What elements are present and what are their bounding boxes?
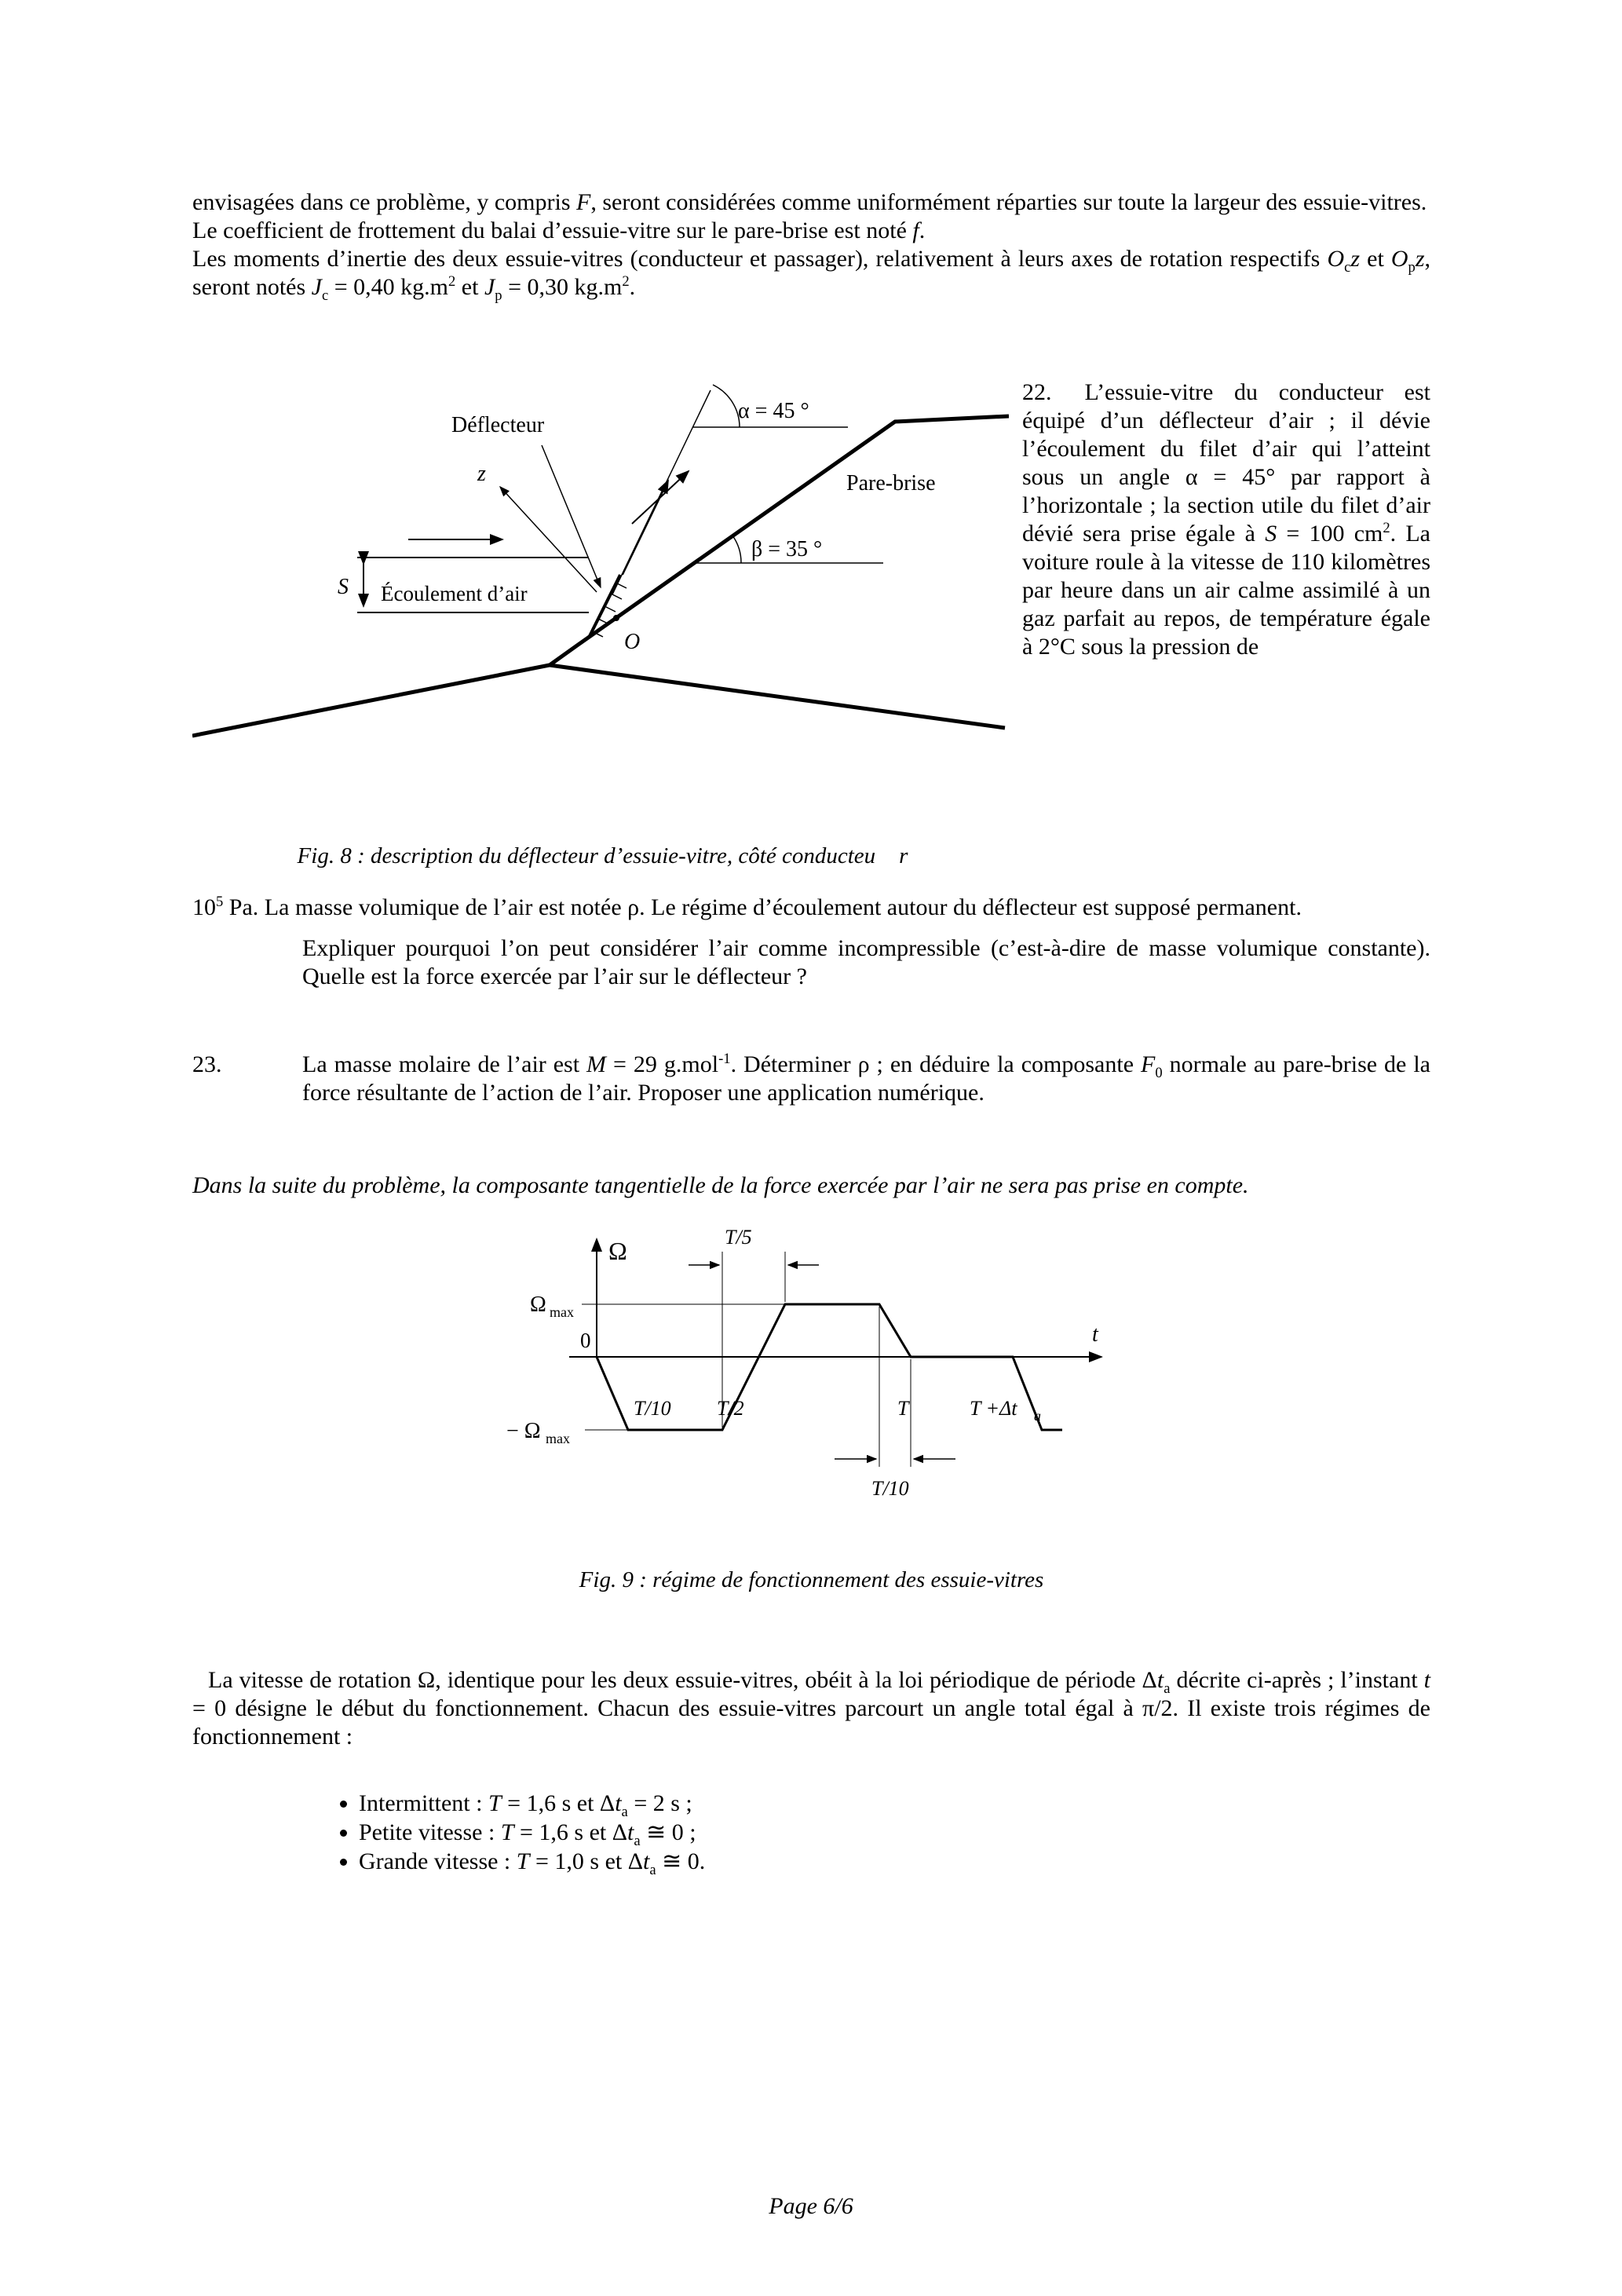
windshield-flow-arrow (632, 471, 689, 524)
fig8-label-z-axis: z (477, 462, 486, 486)
fig9-tick-t-plus-dta: T +Δt (970, 1397, 1017, 1420)
wiper-pivot-point (613, 615, 619, 621)
fig9-tick-t-plus-dta-sub: a (1034, 1408, 1041, 1424)
question-22-text: Expliquer pourquoi l’on peut considérer l’air comme incompressible (c’est-à-dire de masse volumique constante). Quelle est la force exercée par l’air sur le déflecteur ? (302, 935, 1430, 989)
deflector-leader-arrow (542, 445, 601, 587)
item-22-text: L’essuie-vitre du conducteur est équipé d’un déflecteur d’air ; il dévie l’écoulement du filet d’air qui l’atteint sous un angle α = 45° par rapport à l’horizontale ; la section utile du filet d’air dévié sera prise égale à S = 100 $cm^2$. La voiture roule à la vitesse de 110 kilomètres par heure dans un air calme assimilé à un gaz parfait au repos, de température égale à 2°C sous la pression de (1022, 379, 1430, 660)
paragraph-friction: Le coefficient de frottement du balai d’essuie-vitre sur le pare-brise est noté f. (192, 218, 926, 243)
figure9-block (428, 1222, 1213, 1520)
paragraph-transition-italic: Dans la suite du problème, la composante tangentielle de la force exercée par l’air ne sera pas prise en compte. (192, 1172, 1249, 1198)
fig9-label-t5: T/5 (725, 1226, 752, 1249)
fig9-ylabel-omega: Ω (608, 1237, 627, 1265)
fig9-origin-zero: 0 (580, 1329, 591, 1352)
figure8-caption-tail: r (899, 843, 908, 868)
page-number: Page 6/6 (769, 2193, 853, 2219)
paragraph-pressure-continuation: $10^5$ Pa. La masse volumique de l’air est notée ρ. Le régime d’écoulement autour du déflecteur est supposé permanent. (192, 894, 1302, 920)
lower-hood-line (550, 665, 1005, 728)
fig9-chart (428, 1222, 1213, 1520)
figure9-caption: Fig. 9 : régime de fonctionnement des essuie-vitres (579, 1567, 1044, 1592)
deflected-flow-arrow (623, 481, 668, 575)
page-content (192, 188, 1430, 1876)
fig9-tick-T: T (897, 1397, 909, 1420)
paragraph-intro: envisagées dans ce problème, y compris F, seront considérées comme uniformément réparties sur toute la largeur des essuie-vitres. (192, 189, 1427, 215)
fig9-tick-t10: T/10 (634, 1397, 671, 1420)
list-item-grande-vitesse: • Grande vitesse : T = 1,0 s et $\Delta t_a$ ≅ 0. (359, 1847, 1430, 1876)
fig8-label-deflecteur: Déflecteur (451, 413, 545, 437)
hood-windshield-roof-line (192, 416, 1009, 736)
figure8-caption-text: Fig. 8 : description du déflecteur d’essuie-vitre, côté conducteu (297, 843, 876, 868)
fig9-tick-t2: T/2 (717, 1397, 744, 1420)
item-22-number: 22. (1022, 379, 1052, 405)
fig9-label-neg-omega-max-sub: max (546, 1431, 570, 1446)
deflector-hatch (605, 606, 616, 612)
fig8-diagram (192, 378, 1013, 810)
fig9-label-omega-max-sub: max (550, 1304, 574, 1320)
paragraph-regimes: La vitesse de rotation Ω, identique pour les deux essuie-vitres, obéit à la loi périodique de période $\Delta t_a$ décrite ci-après ; l’instant t = 0 désigne le début du fonctionnement. Chacun des essuie-vitres parcourt un angle total égal à π/2. Il existe trois régimes de fonctionnement : (192, 1667, 1430, 1749)
alpha-angle-arc (713, 385, 740, 427)
list-item-petite-vitesse: • Petite vitesse : T = 1,6 s et $\Delta t_a$ ≅ 0 ; (359, 1818, 1430, 1847)
fig8-label-section-s: S (338, 575, 349, 599)
item-23-text: La masse molaire de l’air est M = 29 g.mol$^{-1}$. Déterminer ρ ; en déduire la composante $F_0$ normale au pare-brise de la force résultante de l’action de l’air. Proposer une application numérique. (302, 1051, 1430, 1106)
deflector-hatch (598, 619, 609, 624)
z-axis-arrow (500, 487, 597, 592)
figure8-caption (192, 842, 1013, 870)
fig8-label-origin-o: O (624, 630, 641, 654)
beta-angle-arc (732, 536, 741, 563)
fig8-label-ecoulement: Écoulement d’air (381, 582, 528, 605)
item-23-number: 23. (192, 1051, 222, 1077)
regime-bullet-list (192, 1789, 1430, 1876)
fig8-deflector-group (542, 445, 627, 638)
fig8-label-alpha: α = 45 ° (738, 399, 809, 423)
item-22-paragraph (1022, 378, 1430, 870)
figure8-section (192, 378, 1430, 870)
paragraph-inertia: Les moments d’inertie des deux essuie-vitres (conducteur et passager), relativement à leurs axes de rotation respectifs $O_cz$ et $O_pz$, seront notés $J_c = 0,40$ $kg.m^2$ et $J_p = 0,30$ $kg.m^2$. (192, 246, 1431, 304)
item-23-paragraph (192, 1051, 1430, 1107)
fig9-xlabel-t: t (1092, 1322, 1098, 1347)
fig9-measure-t5 (689, 1252, 819, 1428)
fig9-label-omega-max: Ω (530, 1292, 546, 1317)
list-item-intermittent: • Intermittent : T = 1,6 s et $\Delta t_a = 2$ s ; (359, 1789, 1430, 1818)
fig8-car-profile (192, 416, 1009, 736)
fig9-label-t10-bottom: T/10 (871, 1477, 909, 1500)
fig8-label-pare-brise: Pare-brise (846, 471, 936, 495)
deflector-hatch (611, 594, 622, 599)
fig9-label-neg-omega-max: − Ω (506, 1419, 541, 1443)
figure8-block (192, 378, 1013, 870)
fig8-label-beta: β = 35 ° (751, 537, 823, 561)
